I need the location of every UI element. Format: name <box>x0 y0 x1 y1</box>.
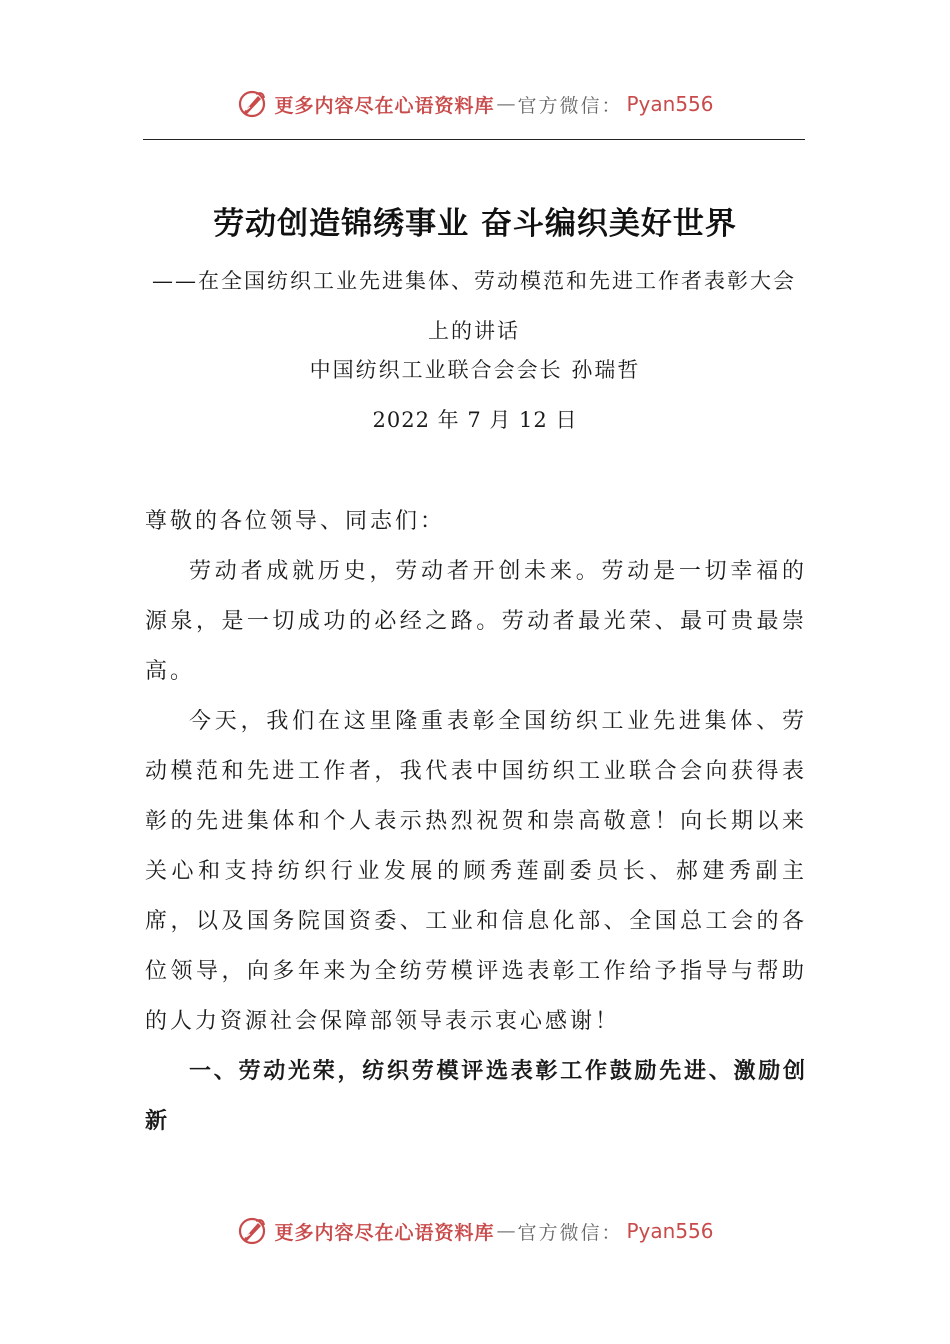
document-speaker: 中国纺织工业联合会会长 孙瑞哲 <box>309 358 641 382</box>
header-banner <box>0 84 950 124</box>
banner-brand-text: 更多内容尽在心语资料库 <box>274 1221 495 1244</box>
section-heading: 一、劳动光荣，纺织劳模评选表彰工作鼓励先进、激励创新 <box>145 1059 807 1134</box>
document-subtitle: ——在全国纺织工业先进集体、劳动模范和先进工作者表彰大会上的讲话 <box>152 269 796 343</box>
quill-logo-icon <box>236 88 268 120</box>
banner-separator: — <box>496 93 516 115</box>
footer-banner <box>0 1211 950 1251</box>
body-paragraph: 劳动者成就历史，劳动者开创未来。劳动是一切幸福的源泉，是一切成功的必经之路。劳动者最光荣、最可贵最崇高。 <box>145 559 807 684</box>
header-divider <box>143 139 805 140</box>
document-body <box>145 497 807 1147</box>
banner-separator: — <box>496 1220 516 1242</box>
banner-wechat-id: Pyan556 <box>626 92 714 116</box>
salutation: 尊敬的各位领导、同志们： <box>145 509 446 534</box>
body-paragraph: 今天，我们在这里隆重表彰全国纺织工业先进集体、劳动模范和先进工作者，我代表中国纺织工业联合会向获得表彰的先进集体和个人表示热烈祝贺和崇高敬意！向长期以来关心和支持纺织行业发展的顾秀莲副委员长、郝建秀副主席，以及国务院国资委、工业和信息化部、全国总工会的各位领导，向多年来为全纺劳模评选表彰工作给予指导与帮助的人力资源社会保障部领导表示衷心感谢！ <box>145 709 807 1034</box>
banner-wechat-label: 官方微信： <box>517 1221 623 1244</box>
banner-brand-text: 更多内容尽在心语资料库 <box>274 94 495 117</box>
document-date: 2022 年 7 月 12 日 <box>372 408 578 432</box>
document-title: 劳动创造锦绣事业 奋斗编织美好世界 <box>213 206 737 242</box>
banner-wechat-label: 官方微信： <box>517 94 623 117</box>
quill-logo-icon <box>236 1215 268 1247</box>
banner-wechat-id: Pyan556 <box>626 1219 714 1243</box>
